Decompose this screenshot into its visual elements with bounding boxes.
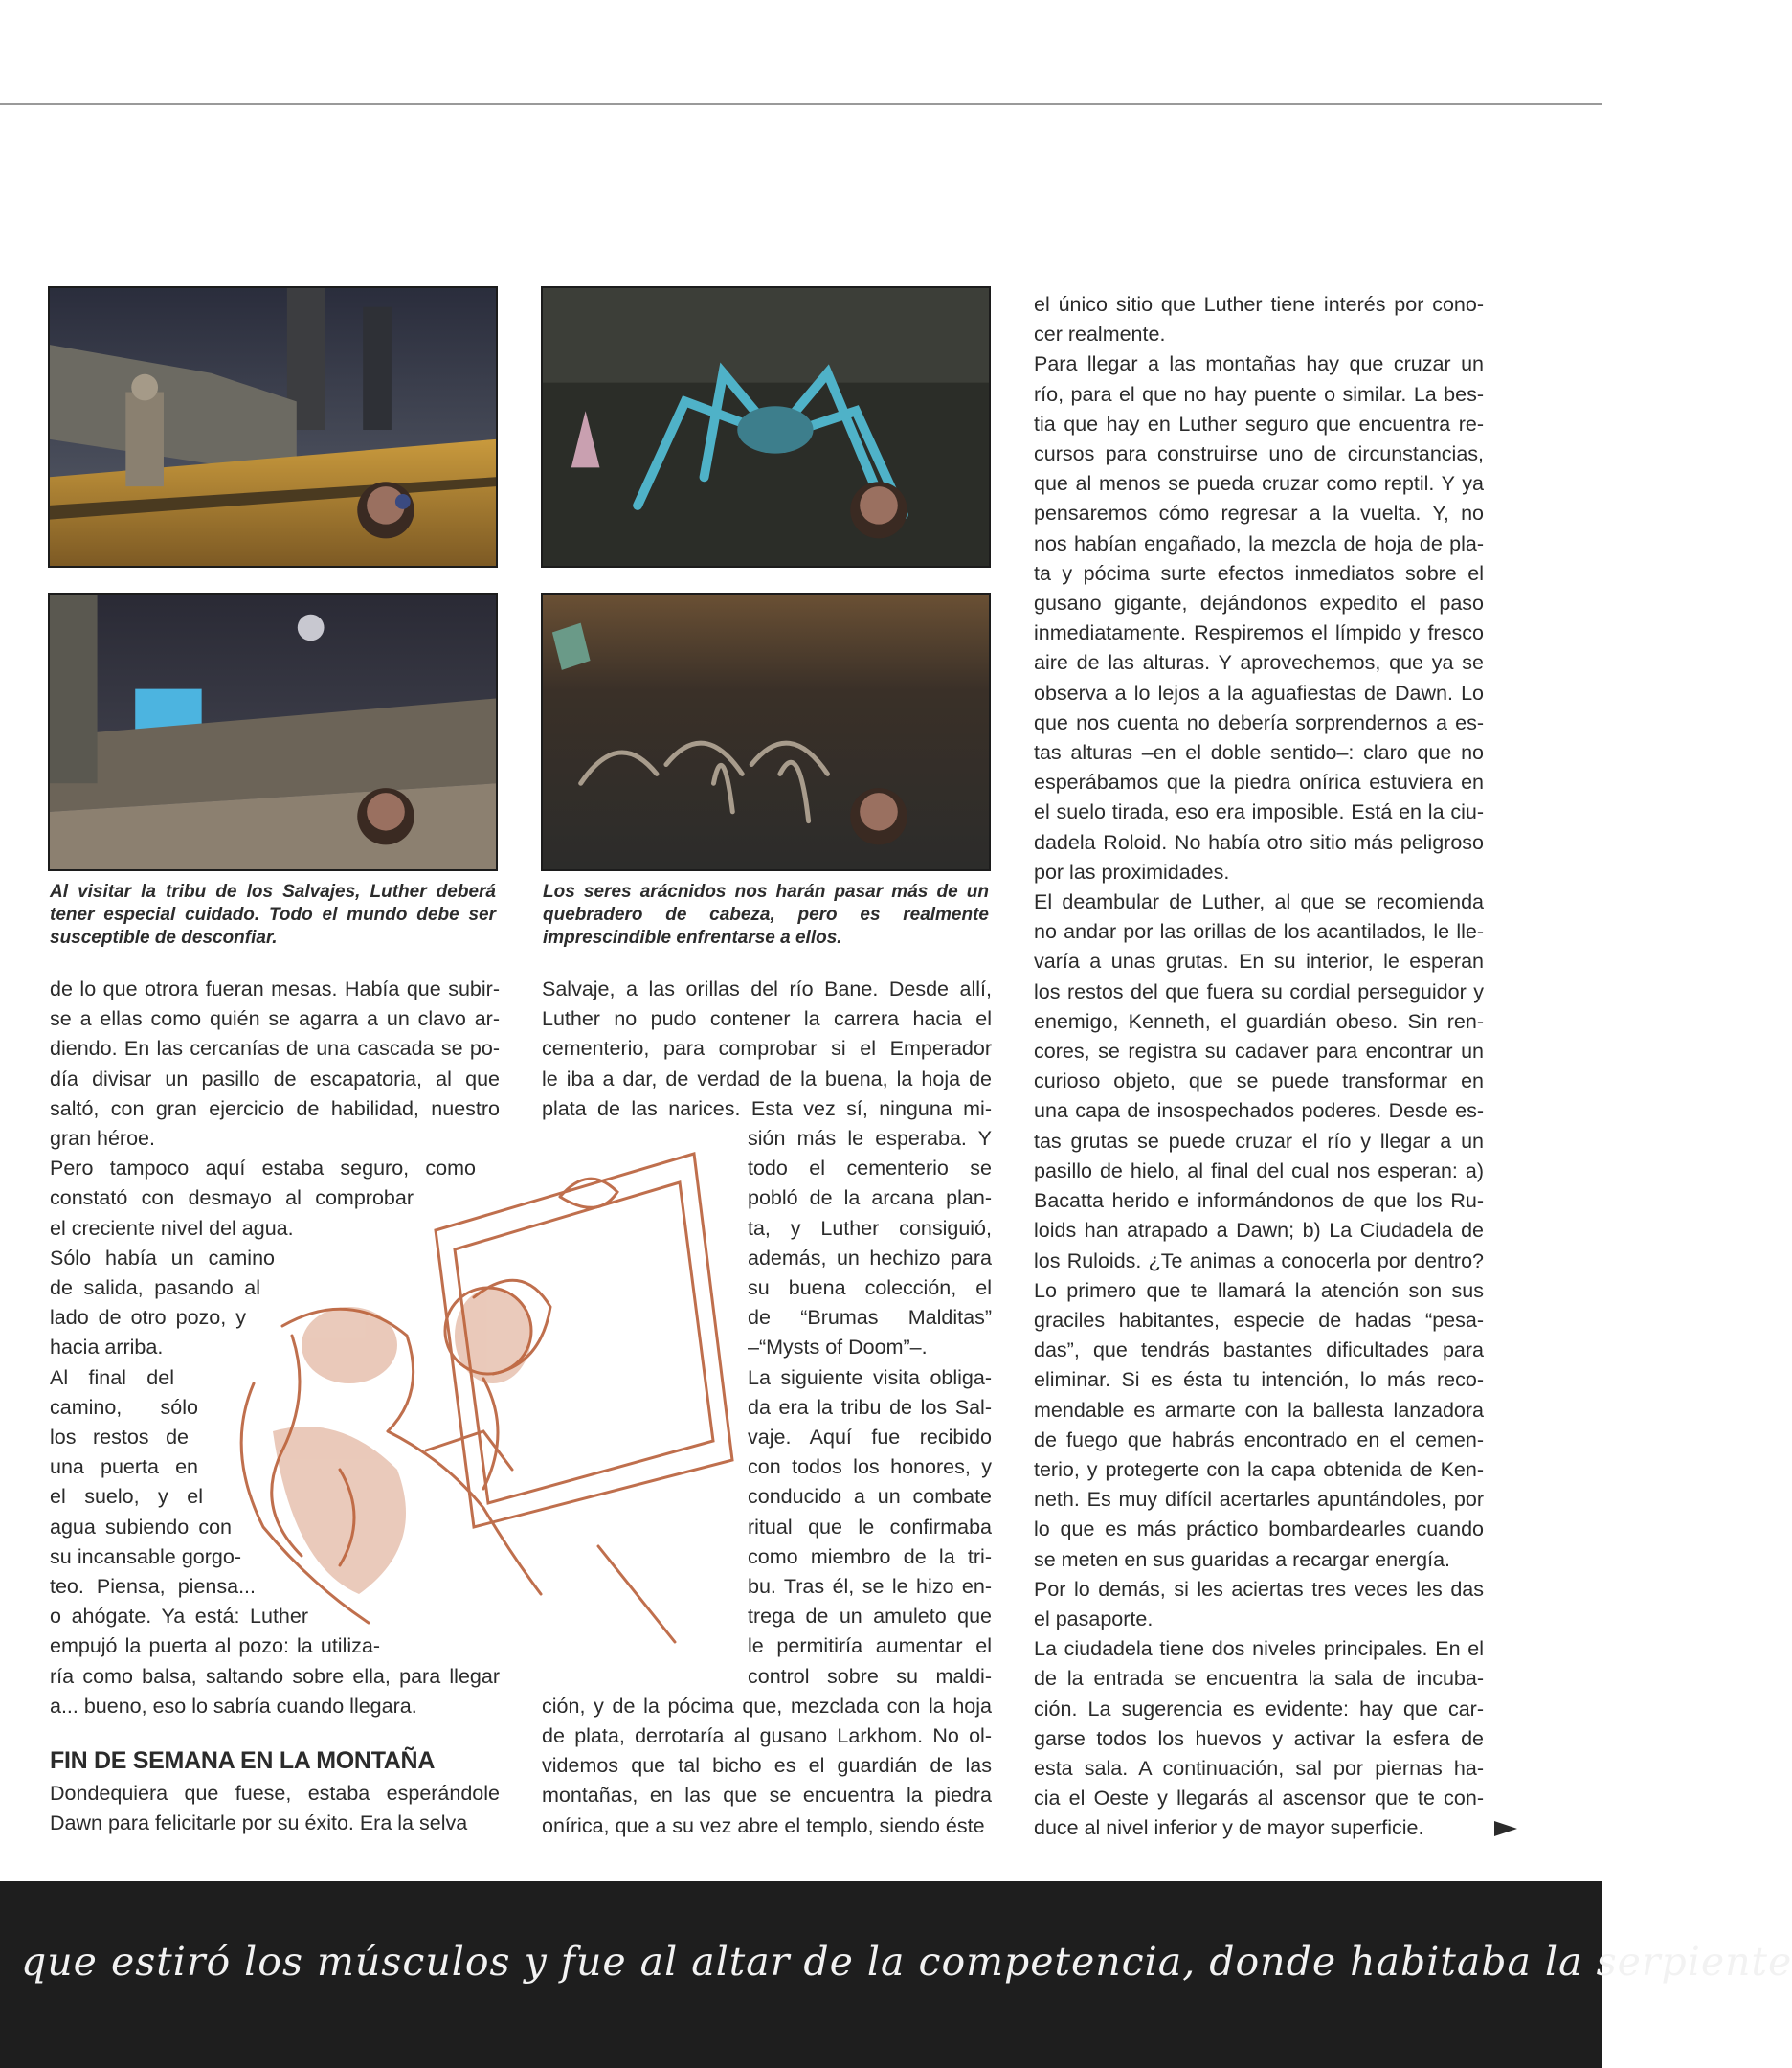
text-line: curioso objeto, que se puede transformar en	[1034, 1069, 1484, 1093]
text-line: bu. Tras él, se le hizo en-	[748, 1575, 992, 1599]
text-line: tia que hay en Luther seguro que encuentra re-	[1034, 412, 1484, 436]
text-line: con todos los honores, y	[748, 1455, 992, 1479]
text-line: onírica, que a su vez abre el templo, siendo éste	[542, 1813, 985, 1837]
column-2	[542, 975, 992, 1841]
text-line: día divisar un pasillo de escapatoria, al que	[50, 1067, 500, 1090]
text-line: de la entrada se encuentra la sala de incuba-	[1034, 1667, 1484, 1691]
text-line: agua subiendo con	[50, 1515, 232, 1539]
text-line: Dondequiera que fuese, estaba esperándole	[50, 1782, 500, 1806]
text-line: hacia arriba.	[50, 1336, 164, 1360]
text-line: no andar por las orillas de los acantilados, le lle-	[1034, 920, 1484, 944]
text-line: saltó, con gran ejercicio de habilidad, nuestro	[50, 1096, 500, 1120]
text-line: tas alturas –en el doble sentido–: claro que no	[1034, 741, 1484, 765]
text-line: garse todos los huevos y activar la esfera de	[1034, 1726, 1484, 1750]
text-line: le iba a dar, de verdad de la buena, la hoja de	[542, 1067, 992, 1090]
text-line: todo el cementerio se	[748, 1157, 992, 1180]
text-line: graciles habitantes, especie de hadas “pesa-	[1034, 1308, 1484, 1332]
text-line: una capa de insospechados poderes. Desde es-	[1034, 1099, 1484, 1123]
screenshot-spider	[541, 286, 991, 568]
text-line: por las proximidades.	[1034, 860, 1230, 884]
text-line: el único sitio que Luther tiene interés por cono-	[1034, 293, 1484, 316]
text-line: loids han atrapado a Dawn; b) La Ciudadela de	[1034, 1219, 1484, 1243]
text-line: constató con desmayo al comprobar	[50, 1186, 414, 1210]
text-line: ta, y Luther consiguió,	[748, 1216, 992, 1240]
screenshot-tribe-statue	[48, 286, 498, 568]
text-line: Dawn para felicitarle por su éxito. Era la selva	[50, 1811, 468, 1835]
text-line: Sólo había un camino	[50, 1246, 275, 1270]
text-line: Luther no pudo contener la carrera hacia el	[542, 1007, 992, 1031]
text-line: Al final del	[50, 1365, 174, 1389]
col3-text	[1034, 290, 1484, 1844]
text-line: Para llegar a las montañas hay que cruzar un	[1034, 352, 1484, 376]
text-line: a... bueno, eso lo sabría cuando llegara.	[50, 1694, 417, 1718]
text-line: conducido a un combate	[748, 1485, 992, 1509]
text-line: videmos que tal bicho es el guardián de las	[542, 1754, 992, 1778]
text-line: que al menos se pueda cruzar como reptil. Y ya	[1034, 472, 1484, 496]
text-line: río, para el que no hay puente o similar. La bes-	[1034, 382, 1484, 406]
text-line: que nos cuenta no debería sorprendernos a es-	[1034, 710, 1484, 734]
text-line: aire de las alturas. Y aprovechemos, que ya se	[1034, 651, 1484, 675]
text-line: dadela Roloid. No había otro sitio más peligroso	[1034, 830, 1484, 854]
text-line: enemigo, Kenneth, el guardián obeso. Sin ren-	[1034, 1009, 1484, 1033]
text-line: –“Mysts of Doom”–.	[748, 1336, 928, 1360]
text-line: de salida, pasando al	[50, 1276, 260, 1300]
text-line: plata de las narices. Esta vez sí, ninguna mi-	[542, 1096, 992, 1120]
text-line: El deambular de Luther, al que se recomienda	[1034, 890, 1484, 914]
text-line: das”, que tendrás bastantes dificultades para	[1034, 1338, 1484, 1362]
text-line: pobló de la arcana plan-	[748, 1186, 992, 1210]
text-line: de fuego que habrás encontrado en el cemen-	[1034, 1427, 1484, 1451]
col2-text	[542, 975, 992, 1841]
text-line: vaje. Aquí fue recibido	[748, 1426, 992, 1450]
caption-middle: Los seres arácnidos nos harán pasar más de un quebradero de cabeza, pero es realmente imprescindible enfrentarse a ellos.	[543, 882, 989, 948]
footer-banner	[0, 1881, 1792, 2068]
col1-text	[50, 975, 500, 1721]
text-line: observa a lo lejos a la aguafiestas de Dawn. Lo	[1034, 681, 1484, 705]
column-3	[1034, 290, 1484, 1844]
text-line: trega de un amuleto que	[748, 1605, 992, 1629]
text-line: pasillo de hielo, al final del cual nos esperan: a)	[1034, 1158, 1484, 1182]
text-line: mendable es armarte con la ballesta lanzadora	[1034, 1398, 1484, 1422]
text-line: los restos de	[50, 1426, 189, 1450]
continue-arrow-icon	[1494, 1821, 1517, 1836]
text-line: Por lo demás, si les aciertas tres veces les das	[1034, 1577, 1484, 1601]
text-line: tas grutas se puede cruzar el río y llegar a un	[1034, 1129, 1484, 1153]
text-line: ritual que le confirmaba	[748, 1515, 992, 1539]
text-line: de plata, derrotaría al gusano Larkhom. No ol-	[542, 1724, 992, 1748]
text-line: diendo. En las cercanías de una cascada se po-	[50, 1037, 500, 1061]
top-rule	[0, 103, 1602, 105]
col1-text-after	[50, 1779, 500, 1838]
text-line: se meten en sus guaridas a recargar energía.	[1034, 1547, 1451, 1571]
screenshot-spiders-cave	[541, 593, 991, 871]
text-line: cores, se registra su cadaver para encontrar un	[1034, 1040, 1484, 1064]
caption-left: Al visitar la tribu de los Salvajes, Luther deberá tener especial cuidado. Todo el mundo debe ser susceptible de desconfiar.	[50, 882, 496, 948]
text-line: Pero tampoco aquí estaba seguro, como	[50, 1157, 476, 1180]
text-line: gran héroe.	[50, 1127, 155, 1151]
text-line: ción, y de la pócima que, mezclada con la hoja	[542, 1694, 992, 1718]
text-line: o ahógate. Ya está: Luther	[50, 1605, 308, 1629]
text-line: camino, sólo	[50, 1395, 198, 1419]
text-line: control sobre su maldi-	[748, 1664, 992, 1688]
text-line: sión más le esperaba. Y	[748, 1127, 992, 1151]
text-line: esta sala. A continuación, sal por piernas ha-	[1034, 1756, 1484, 1780]
text-line: da era la tribu de los Sal-	[748, 1395, 992, 1419]
text-line: cursos para construirse uno de circunstancias,	[1034, 442, 1484, 466]
text-line: el creciente nivel del agua.	[50, 1216, 294, 1240]
text-line: los restos del que fuera su cordial perseguidor y	[1034, 979, 1484, 1003]
text-line: gusano gigante, dejándonos expedito el paso	[1034, 592, 1484, 616]
section-heading: FIN DE SEMANA EN LA MONTAÑA	[50, 1747, 436, 1775]
text-line: terio, y protegerte con la capa obtenida de Ken-	[1034, 1457, 1484, 1481]
text-line: el suelo, y el	[50, 1485, 203, 1509]
text-line: como miembro de la tri-	[748, 1544, 992, 1568]
text-line: lado de otro pozo, y	[50, 1306, 246, 1330]
text-line: le permitiría aumentar el	[748, 1634, 992, 1658]
text-line: ta y pócima surte efectos inmediatos sobre el	[1034, 561, 1484, 585]
banner-text: que estiró los músculos y fue al altar de la competencia, donde habitaba la serpiente	[21, 1939, 1792, 1985]
text-line: además, un hechizo para	[748, 1246, 992, 1270]
text-line: de “Brumas Malditas”	[748, 1306, 992, 1330]
text-line: inmediatamente. Respiremos el límpido y fresco	[1034, 621, 1484, 645]
text-line: esperábamos que la piedra onírica estuviera en	[1034, 771, 1484, 795]
text-line: eliminar. Si es ésta tu intención, lo más reco-	[1034, 1368, 1484, 1392]
text-line: empujó la puerta al pozo: la utiliza-	[50, 1634, 380, 1658]
text-line: se a ellas como quién se agarra a un clavo ar-	[50, 1007, 500, 1031]
text-line: de lo que otrora fueran mesas. Había que subir-	[50, 978, 500, 1000]
text-line: teo. Piensa, piensa...	[50, 1575, 256, 1599]
text-line: cementerio, para comprobar si el Emperador	[542, 1037, 992, 1061]
text-line: el pasaporte.	[1034, 1607, 1154, 1630]
text-line: cer realmente.	[1034, 323, 1166, 347]
text-line: Lo primero que te llamará la atención son sus	[1034, 1278, 1484, 1302]
text-line: ría como balsa, saltando sobre ella, para llegar	[50, 1664, 500, 1688]
text-line: neth. Es muy difícil acertarles apuntándoles, por	[1034, 1488, 1484, 1512]
text-line: lo que es más práctico bombardearles cuando	[1034, 1517, 1484, 1541]
text-line: duce al nivel inferior y de mayor superficie.	[1034, 1816, 1424, 1840]
text-line: su incansable gorgo-	[50, 1544, 241, 1568]
text-line: Bacatta herido e informándonos de que los Ru-	[1034, 1189, 1484, 1213]
text-line: ción. La sugerencia es evidente: hay que car-	[1034, 1697, 1484, 1720]
text-line: una puerta en	[50, 1455, 198, 1479]
text-line: nos habían engañado, la mezcla de hoja de pla-	[1034, 531, 1484, 555]
text-line: el suelo tirada, eso era imposible. Está en la ciu-	[1034, 800, 1484, 824]
text-line: La ciudadela tiene dos niveles principales. En el	[1034, 1637, 1484, 1661]
text-line: pensaremos cómo regresar a la vuelta. Y, no	[1034, 502, 1484, 526]
column-1	[50, 975, 500, 1838]
text-line: su buena colección, el	[748, 1276, 992, 1300]
text-line: montañas, en las que se encuentra la piedra	[542, 1784, 992, 1808]
text-line: cia el Oeste y llegarás al ascensor que te con-	[1034, 1787, 1484, 1810]
text-line: los Ruloids. ¿Te animas a conocerla por dentro?	[1034, 1248, 1484, 1272]
text-line: Salvaje, a las orillas del río Bane. Desde allí,	[542, 978, 992, 1000]
text-line: varía a unas grutas. En su interior, le esperan	[1034, 950, 1484, 974]
screenshot-tribe-bridge	[48, 593, 498, 871]
text-line: La siguiente visita obliga-	[748, 1365, 992, 1389]
